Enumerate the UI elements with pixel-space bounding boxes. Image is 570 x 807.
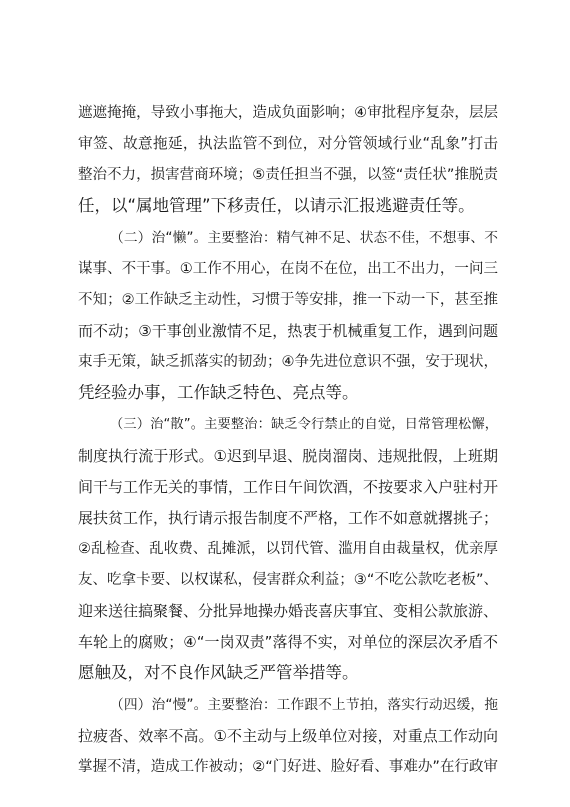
body-text-line: 遮遮掩掩，导致小事拖大，造成负面影响；④审批程序复杂，层层 — [78, 105, 498, 121]
body-text-line: 间干与工作无关的事情，工作日午间饮酒，不按要求入户驻村开 — [78, 478, 499, 496]
body-text-line: 展扶贫工作，执行请示报告制度不严格，工作不如意就撂挑子； — [78, 509, 499, 527]
section-heading-line: （二）治“懒”。主要整治：精气神不足、状态不佳，不想事、不 — [110, 230, 498, 246]
body-text-line: 任，以“属地管理”下移责任，以请示汇报逃避责任等。 — [78, 196, 475, 215]
body-text-line: 制度执行流于形式。①迟到早退、脱岗溜岗、违规批假，上班期 — [78, 447, 498, 465]
body-text-line: 车轮上的腐败；④“一岗双责”落得不实，对单位的深层次矛盾不 — [78, 633, 498, 651]
body-text-line: ②乱检查、乱收费、乱摊派，以罚代管、滥用自由裁量权，优亲厚 — [78, 541, 498, 557]
body-text-line: 迎来送往搞聚餐、分批异地操办婚丧喜庆事宜、变相公款旅游、 — [78, 602, 499, 620]
body-text-line: 凭经验办事，工作缺乏特色、亮点等。 — [78, 383, 359, 402]
body-text-line: 友、吃拿卡要、以权谋私，侵害群众利益；③“不吃公款吃老板”、 — [78, 572, 498, 588]
body-text-line: 拉疲沓、效率不高。①不主动与上级单位对接，对重点工作动向 — [78, 727, 498, 745]
section-heading-line: （四）治“慢”。主要整治：工作跟不上节拍，落实行动迟缓，拖 — [110, 697, 498, 713]
body-text-line: 谋事、不干事。①工作不用心，在岗不在位，出工不出力，一问三 — [78, 261, 498, 277]
body-text-line: 愿触及，对不良作风缺乏严管举措等。 — [78, 663, 359, 682]
section-heading-line: （三）治“散”。主要整治：缺乏令行禁止的自觉，日常管理松懈， — [110, 417, 498, 432]
body-text-line: 整治不力，损害营商环境；⑤责任担当不强，以签“责任状”推脱责 — [78, 167, 498, 183]
body-text-line: 不知；②工作缺乏主动性，习惯于等安排，推一下动一下，甚至推 — [78, 292, 498, 308]
body-text-line: 审签、故意拖延，执法监管不到位，对分管领域行业“乱象”打击 — [78, 135, 498, 152]
body-text-line: 掌握不清，造成工作被动；②“门好进、脸好看、事难办”在行政审 — [78, 759, 498, 775]
body-text-line: 而不动；③干事创业激情不足，热衷于机械重复工作，遇到问题 — [78, 322, 498, 340]
body-text-line: 束手无策，缺乏抓落实的韧劲；④争先进位意识不强，安于现状， — [78, 354, 498, 370]
